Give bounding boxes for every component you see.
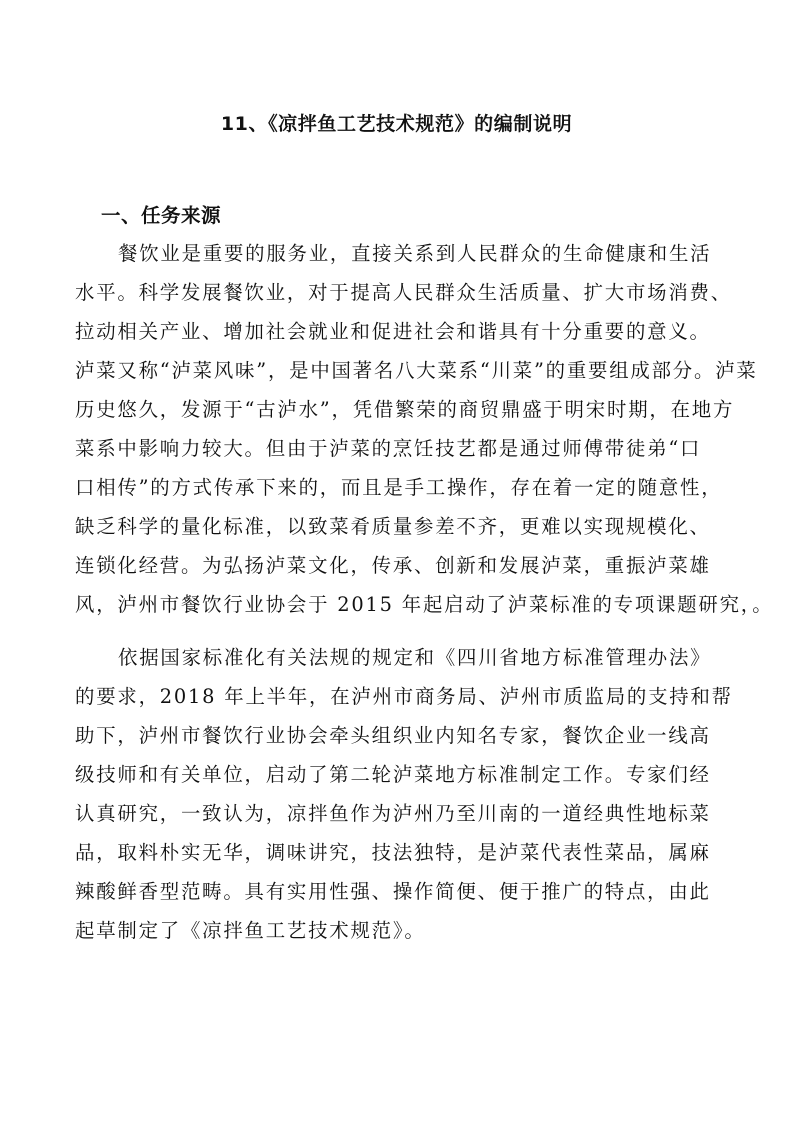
paragraph-1-line-5: 历史悠久，发源于“古泸水”，凭借繁荣的商贸鼎盛于明宋时期，在地方 xyxy=(75,398,735,421)
paragraph-2-line-2: 的要求，2018 年上半年，在泸州市商务局、泸州市质监局的支持和帮 xyxy=(75,685,733,708)
paragraph-1-line-8: 缺乏科学的量化标准，以致菜肴质量参差不齐，更难以实现规模化、 xyxy=(75,515,711,538)
paragraph-2-line-7: 辣酸鲜香型范畴。具有实用性强、操作简便、便于推广的特点，由此 xyxy=(75,880,711,903)
paragraph-1-line-7: 口相传”的方式传承下来的，而且是手工操作，存在着一定的随意性， xyxy=(75,476,723,499)
paragraph-1-line-10: 风，泸州市餐饮行业协会于 2015 年起启动了泸菜标准的专项课题研究，。 xyxy=(75,593,774,616)
paragraph-2-line-4: 级技师和有关单位，启动了第二轮泸菜地方标准制定工作。专家们经 xyxy=(75,763,711,786)
paragraph-1-line-2: 水平。科学发展餐饮业，对于提高人民群众生活质量、扩大市场消费、 xyxy=(75,281,732,304)
paragraph-2-line-3: 助下，泸州市餐饮行业协会牵头组织业内知名专家，餐饮企业一线高 xyxy=(75,724,711,747)
document-title: 11、《凉拌鱼工艺技术规范》的编制说明 xyxy=(220,113,573,135)
paragraph-2-line-8: 起草制定了《凉拌鱼工艺技术规范》。 xyxy=(75,919,426,942)
paragraph-2-line-5: 认真研究，一致认为，凉拌鱼作为泸州乃至川南的一道经典性地标菜 xyxy=(75,802,711,825)
paragraph-1-line-1: 餐饮业是重要的服务业，直接关系到人民群众的生命健康和生活 xyxy=(118,242,712,265)
paragraph-1-line-9: 连锁化经营。为弘扬泸菜文化，传承、创新和发展泸菜，重振泸菜雄 xyxy=(75,554,711,577)
paragraph-2-line-1: 依据国家标准化有关法规的规定和《四川省地方标准管理办法》 xyxy=(118,646,712,669)
paragraph-1-line-4: 泸菜又称“泸菜风味”，是中国著名八大菜系“川菜”的重要组成部分。泸菜 xyxy=(75,359,758,382)
paragraph-2-line-6: 品，取料朴实无华，调味讲究，技法独特，是泸菜代表性菜品，属麻 xyxy=(75,841,711,864)
paragraph-1-line-3: 拉动相关产业、增加社会就业和促进社会和谐具有十分重要的意义。 xyxy=(75,320,711,343)
section-heading-task-source: 一、任务来源 xyxy=(101,204,222,227)
paragraph-1-line-6: 菜系中影响力较大。但由于泸菜的烹饪技艺都是通过师傅带徒弟“口 xyxy=(75,437,702,460)
